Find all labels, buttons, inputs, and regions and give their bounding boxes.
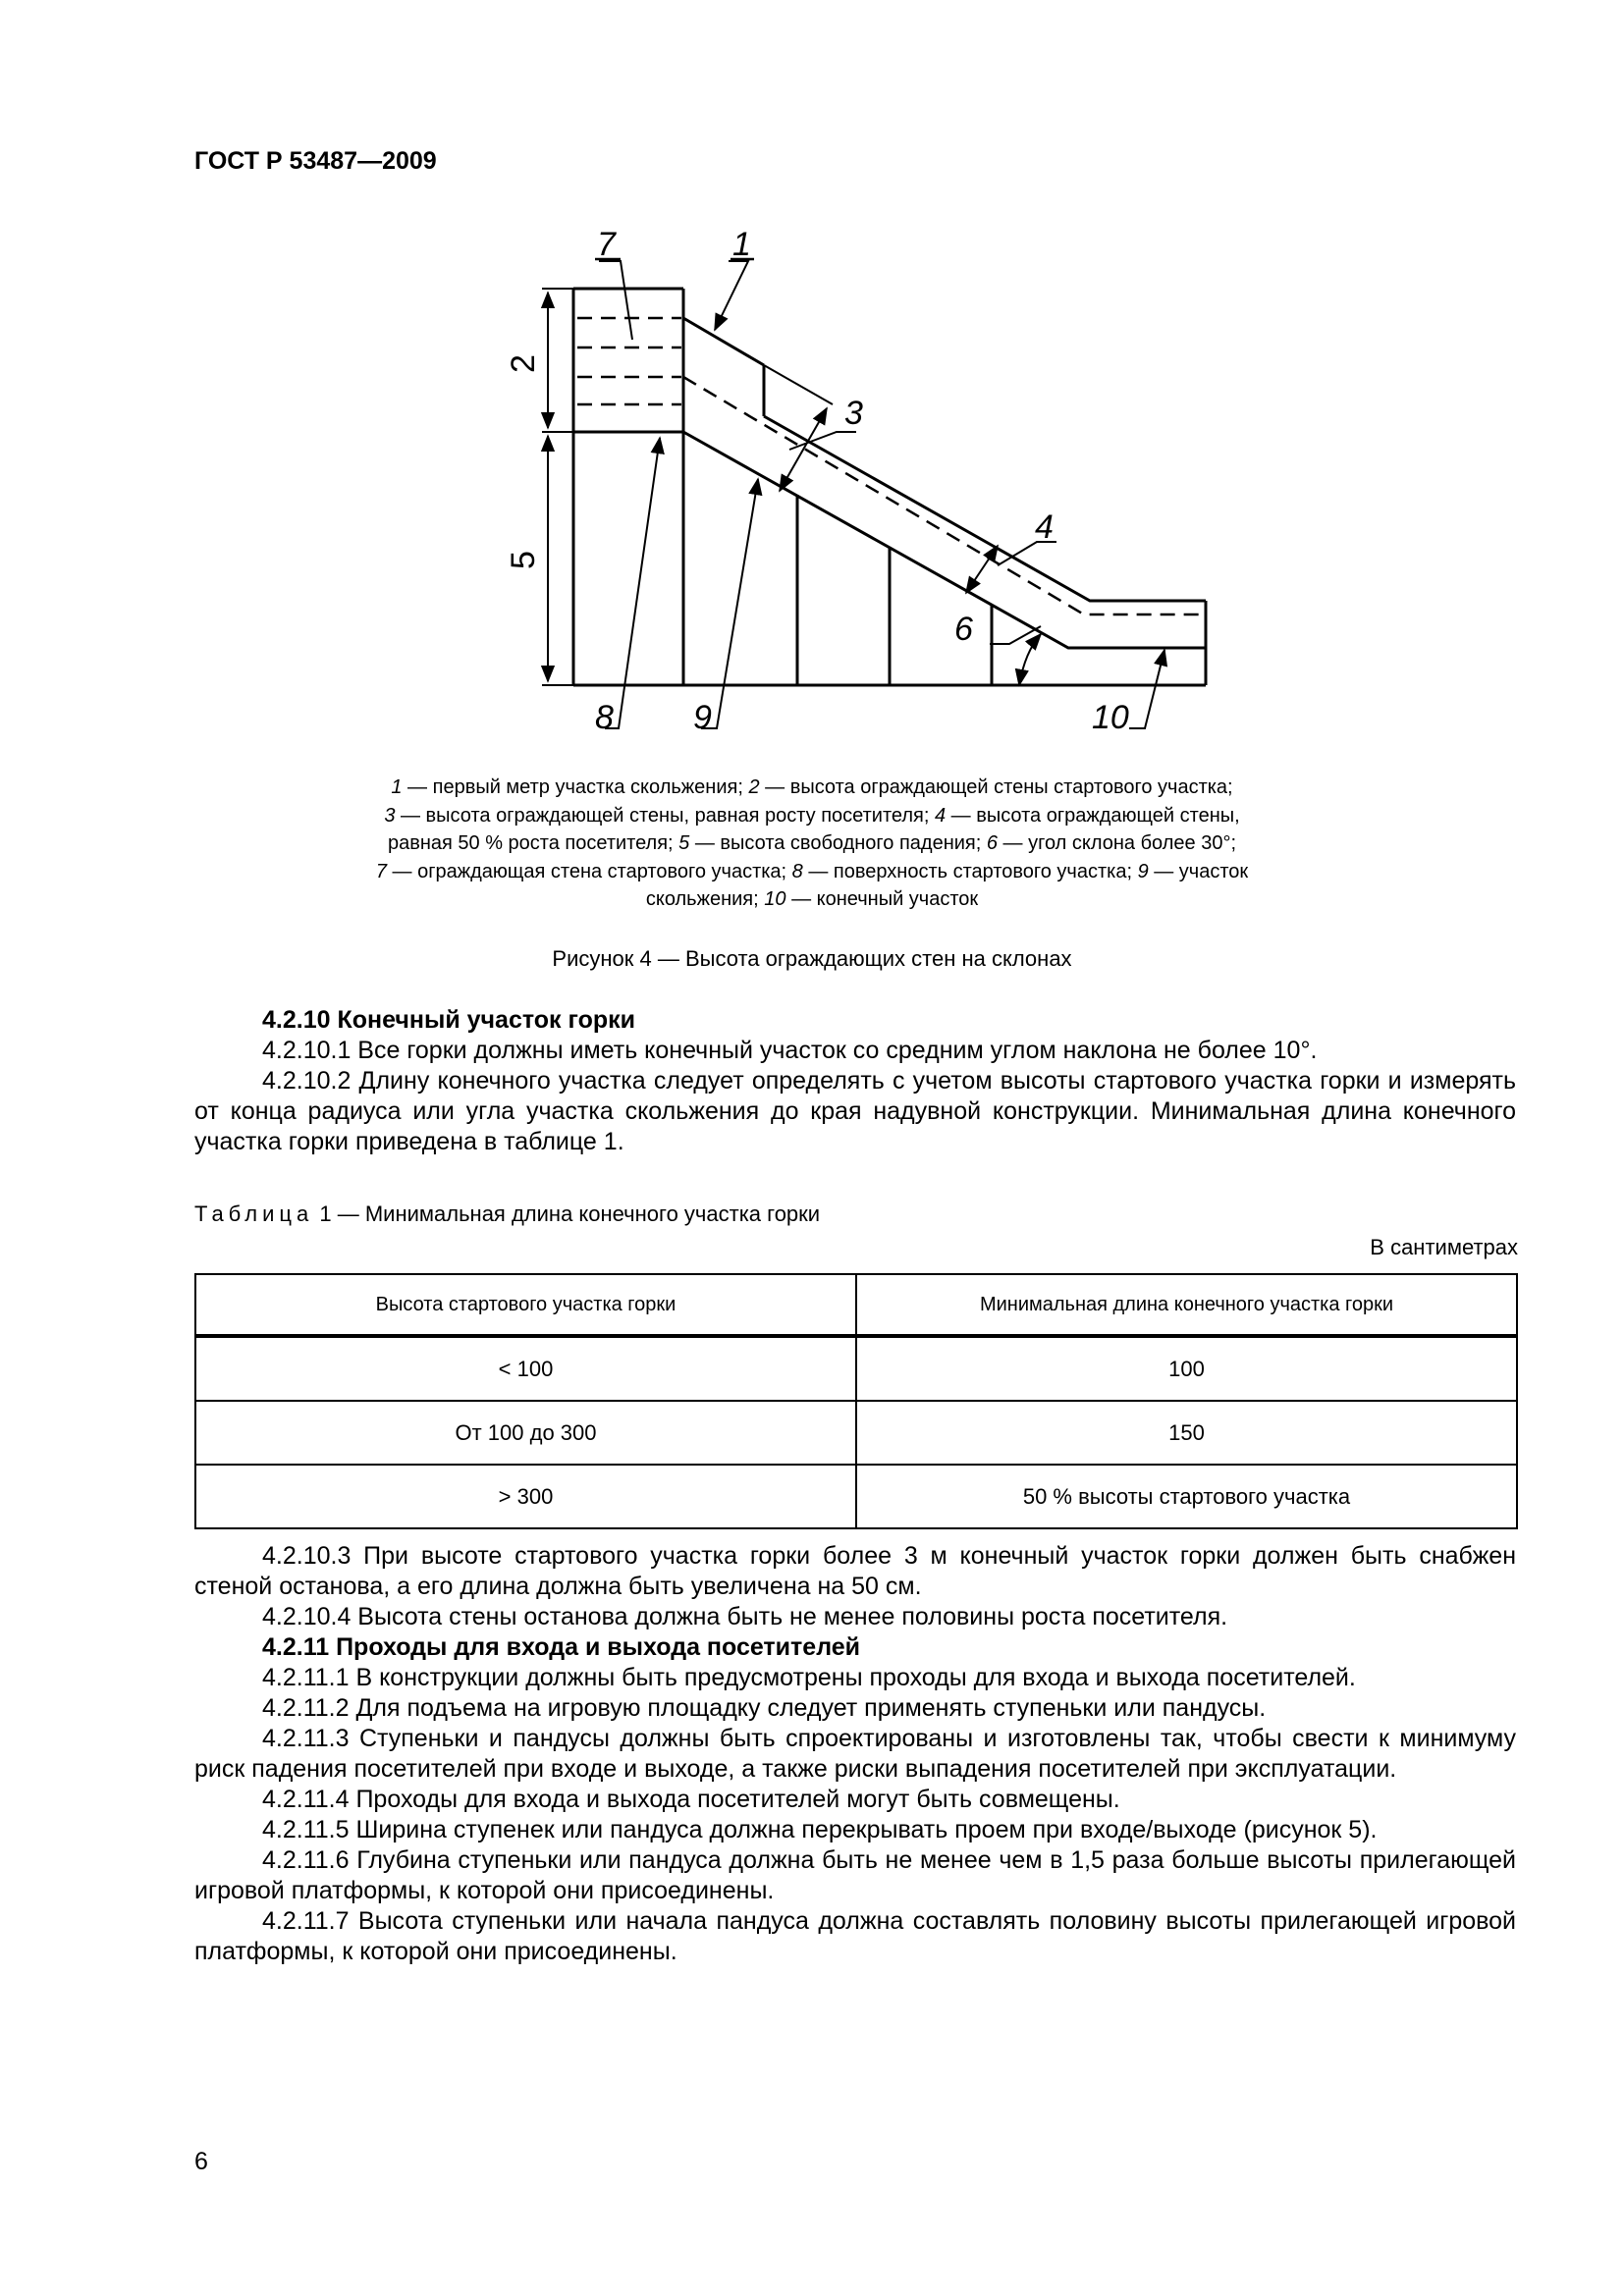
figure-4-slide-diagram <box>0 0 1624 766</box>
callout-7: 7 <box>597 226 616 263</box>
paragraph: 4.2.11.6 Глубина ступеньки или пандуса должна быть не менее чем в 1,5 раза больше высоты прилегающей игровой платформы, к которой они присоединены. <box>194 1846 1516 1904</box>
legend-line-1: 1 — первый метр участка скольжения; 2 — высота ограждающей стены стартового участка; <box>391 776 1233 798</box>
table-cell: 100 <box>856 1336 1517 1401</box>
paragraph: 4.2.10.1 Все горки должны иметь конечный участок со средним углом наклона не более 10°. <box>262 1037 1318 1064</box>
figure-caption: Рисунок 4 — Высота ограждающих стен на склонах <box>552 946 1072 971</box>
table-cell: > 300 <box>195 1465 856 1528</box>
section-after-table <box>194 1541 1516 1967</box>
callout-4: 4 <box>1035 508 1054 546</box>
page-number: 6 <box>194 2148 208 2175</box>
table-header-cell: Минимальная длина конечного участка горки <box>856 1274 1517 1336</box>
paragraph: 4.2.11.7 Высота ступеньки или начала пандуса должна составлять половину высоты прилегающей игровой платформы, к которой они присоединены. <box>194 1907 1516 1965</box>
slide-wall-top <box>764 416 1206 601</box>
section-4-2-10 <box>194 1005 1516 1157</box>
section-heading: 4.2.10 Конечный участок горки <box>262 1006 636 1034</box>
paragraph: 4.2.10.3 При высоте стартового участка горки более 3 м конечный участок горки должен быть снабжен стеной останова, а его длина должна быть увеличена на 50 см. <box>194 1542 1516 1600</box>
table-row <box>195 1401 1517 1465</box>
angle-6-arc <box>1019 634 1041 685</box>
table-cell: 150 <box>856 1401 1517 1465</box>
callout-9: 9 <box>693 699 712 736</box>
callout-1: 1 <box>732 226 751 263</box>
table-unit: В сантиметрах <box>1370 1235 1518 1259</box>
paragraph: 4.2.11.5 Ширина ступенек или пандуса должна перекрывать проем при входе/выходе (рисунок 5). <box>262 1816 1378 1843</box>
paragraph: 4.2.11.3 Ступеньки и пандусы должны быть спроектированы и изготовлены так, чтобы свести к минимуму риск падения посетителей при входе и выходе, а также риски выпадения посетителей при эксплуатации. <box>194 1725 1516 1783</box>
dimension-4-line <box>966 546 998 593</box>
paragraph: 4.2.11.2 Для подъема на игровую площадку следует применять ступеньки или пандусы. <box>262 1694 1267 1722</box>
paragraph: 4.2.11.4 Проходы для входа и выхода посетителей могут быть совмещены. <box>262 1786 1120 1813</box>
table-title: Таблица 1 — Минимальная длина конечного участка горки <box>194 1201 821 1226</box>
paragraph: 4.2.10.2 Длину конечного участка следует определять с учетом высоты стартового участка горки и измерять от конца радиуса или угла участка скольжения до края надувной конструкции. Минимальная длина конечного участка горки приведена в таблице 1. <box>194 1067 1516 1155</box>
callout-10: 10 <box>1092 699 1129 736</box>
table-cell: 50 % высоты стартового участка <box>856 1465 1517 1528</box>
table-header-cell: Высота стартового участка горки <box>195 1274 856 1336</box>
callout-2: 2 <box>505 354 542 373</box>
table-row <box>195 1336 1517 1401</box>
paragraph: 4.2.10.4 Высота стены останова должна быть не менее половины роста посетителя. <box>262 1603 1228 1630</box>
figure-legend <box>295 774 1329 914</box>
legend-line-5: скольжения; 10 — конечный участок <box>645 888 979 910</box>
table-1 <box>194 1273 1518 1529</box>
legend-line-4: 7 — ограждающая стена стартового участка; 8 — поверхность стартового участка; 9 — участок <box>375 860 1249 882</box>
slide-wall-top-first <box>683 318 764 365</box>
table-cell: < 100 <box>195 1336 856 1401</box>
callout-3: 3 <box>844 395 863 432</box>
legend-line-2: 3 — высота ограждающей стены, равная росту посетителя; 4 — высота ограждающей стены, <box>384 804 1240 827</box>
table-cell: От 100 до 300 <box>195 1401 856 1465</box>
document-code-header: ГОСТ Р 53487—2009 <box>194 147 437 175</box>
legend-line-3: равная 50 % роста посетителя; 5 — высота свободного падения; 6 — угол склона более 30°; <box>387 832 1237 854</box>
callout-5: 5 <box>505 551 542 569</box>
dimension-3-line <box>780 408 827 491</box>
table-row <box>195 1465 1517 1528</box>
paragraph: 4.2.11.1 В конструкции должны быть предусмотрены проходы для входа и выхода посетителей. <box>262 1664 1356 1691</box>
callout-8: 8 <box>595 699 614 736</box>
slide-dashed-midline <box>683 377 1200 614</box>
section-heading: 4.2.11 Проходы для входа и выхода посетителей <box>262 1633 861 1661</box>
callout-6: 6 <box>954 611 973 648</box>
